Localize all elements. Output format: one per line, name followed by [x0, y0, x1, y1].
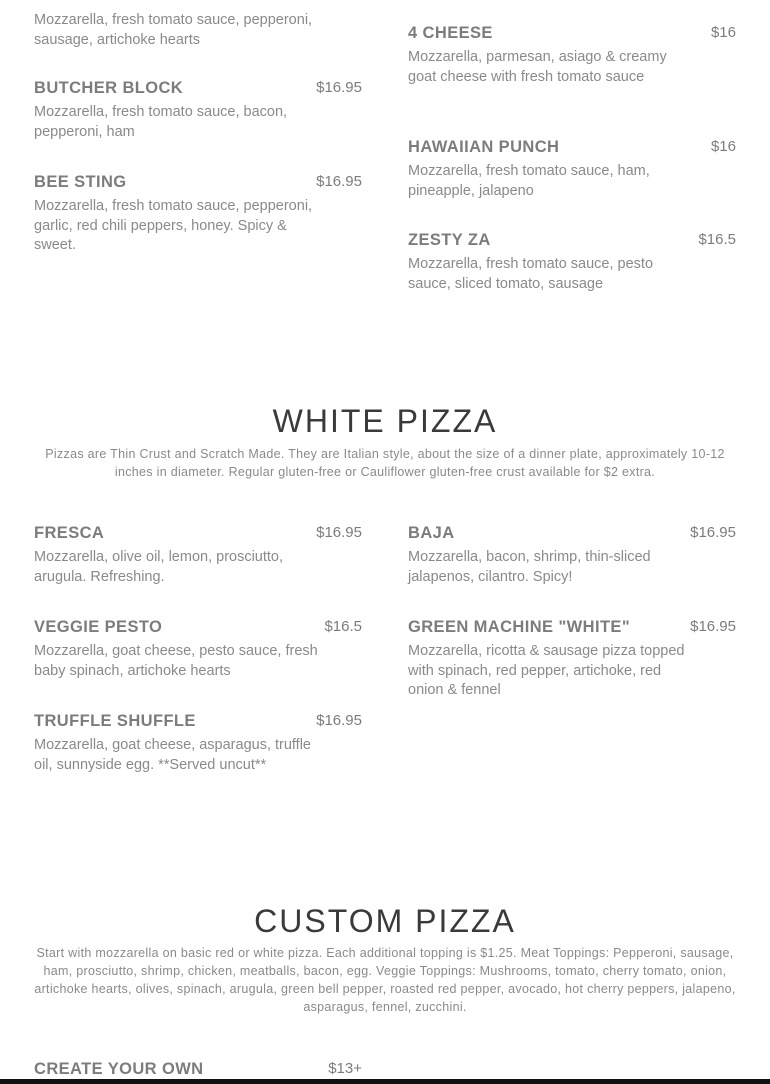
menu-item-name: TRUFFLE SHUFFLE: [34, 712, 196, 730]
menu-item-description: Mozzarella, fresh tomato sauce, pepperoni, garlic, red chili peppers, honey. Spicy & sweet.: [34, 198, 313, 253]
menu-item-name: VEGGIE PESTO: [34, 618, 163, 636]
menu-item-price: $16: [710, 138, 736, 155]
menu-item-name: 4 CHEESE: [408, 24, 493, 42]
menu-item-price: $13+: [328, 1060, 362, 1077]
menu-item-price: $16.95: [316, 173, 362, 190]
menu-item-price: $16.5: [324, 618, 362, 635]
menu-item-name: ZESTY ZA: [408, 231, 491, 249]
menu-item-name: GREEN MACHINE "WHITE": [408, 618, 631, 636]
menu-item-name: BAJA: [408, 524, 455, 542]
menu-item-description: Mozzarella, ricotta & sausage pizza topped with spinach, red pepper, artichoke, red onion & fennel: [408, 643, 685, 698]
menu-item-description: Mozzarella, goat cheese, asparagus, truffle oil, sunnyside egg. **Served uncut**: [34, 737, 312, 773]
menu-item-description: Mozzarella, olive oil, lemon, prosciutto, arugula. Refreshing.: [34, 549, 284, 585]
menu-item-price: $16.95: [316, 524, 362, 541]
menu-item-description: Mozzarella, goat cheese, pesto sauce, fresh baby spinach, artichoke hearts: [34, 643, 318, 679]
menu-item-name: BEE STING: [34, 173, 127, 191]
menu-item-price: $16.95: [690, 524, 736, 541]
menu-item-price: $16.95: [316, 79, 362, 96]
menu-item-description: Mozzarella, fresh tomato sauce, bacon, pepperoni, ham: [34, 104, 288, 140]
section-note-white-pizza: Pizzas are Thin Crust and Scratch Made. They are Italian style, about the size of a dinner plate, approximately 10-12 inches in diameter. Regular gluten-free or Cauliflower gluten-free crust available for $2 extra.: [45, 447, 725, 479]
menu-item-price: $16: [710, 24, 736, 41]
menu-item-name: BUTCHER BLOCK: [34, 79, 184, 97]
section-title-custom-pizza: CUSTOM PIZZA: [254, 903, 516, 939]
menu-item-name: FRESCA: [34, 524, 105, 542]
menu-item-price: $16.95: [316, 712, 362, 729]
menu-item-name: CREATE YOUR OWN: [34, 1060, 204, 1078]
menu-item-description: Mozzarella, bacon, shrimp, thin-sliced jalapenos, cilantro. Spicy!: [408, 549, 651, 585]
menu-item-price: $16.95: [690, 618, 736, 635]
menu-item-description: Mozzarella, parmesan, asiago & creamy goat cheese with fresh tomato sauce: [408, 49, 667, 85]
section-title-white-pizza: WHITE PIZZA: [272, 403, 498, 439]
menu-item-name: HAWAIIAN PUNCH: [408, 138, 560, 156]
menu-item-description: Mozzarella, fresh tomato sauce, pesto sauce, sliced tomato, sausage: [408, 256, 654, 292]
page-bottom-bar: [0, 1079, 770, 1084]
menu-item-price: $16.5: [698, 231, 736, 248]
section-note-custom-pizza: Start with mozzarella on basic red or white pizza. Each additional topping is $1.25. Meat Toppings: Pepperoni, sausage, ham, prosciutto, shrimp, chicken, meatballs, bacon, egg. Veggie Toppings: Mushrooms, tomato, cherry tomato, onion, artichoke hearts, olives, spinach, arugula, green bell pepper, roasted red pepper, avocado, hot cherry peppers, jalapeno, asparagus, fennel, zucchini.: [34, 946, 736, 1014]
menu-item-description: Mozzarella, fresh tomato sauce, ham, pineapple, jalapeno: [408, 163, 650, 199]
menu-item-description: Mozzarella, fresh tomato sauce, pepperoni, sausage, artichoke hearts: [34, 12, 313, 48]
